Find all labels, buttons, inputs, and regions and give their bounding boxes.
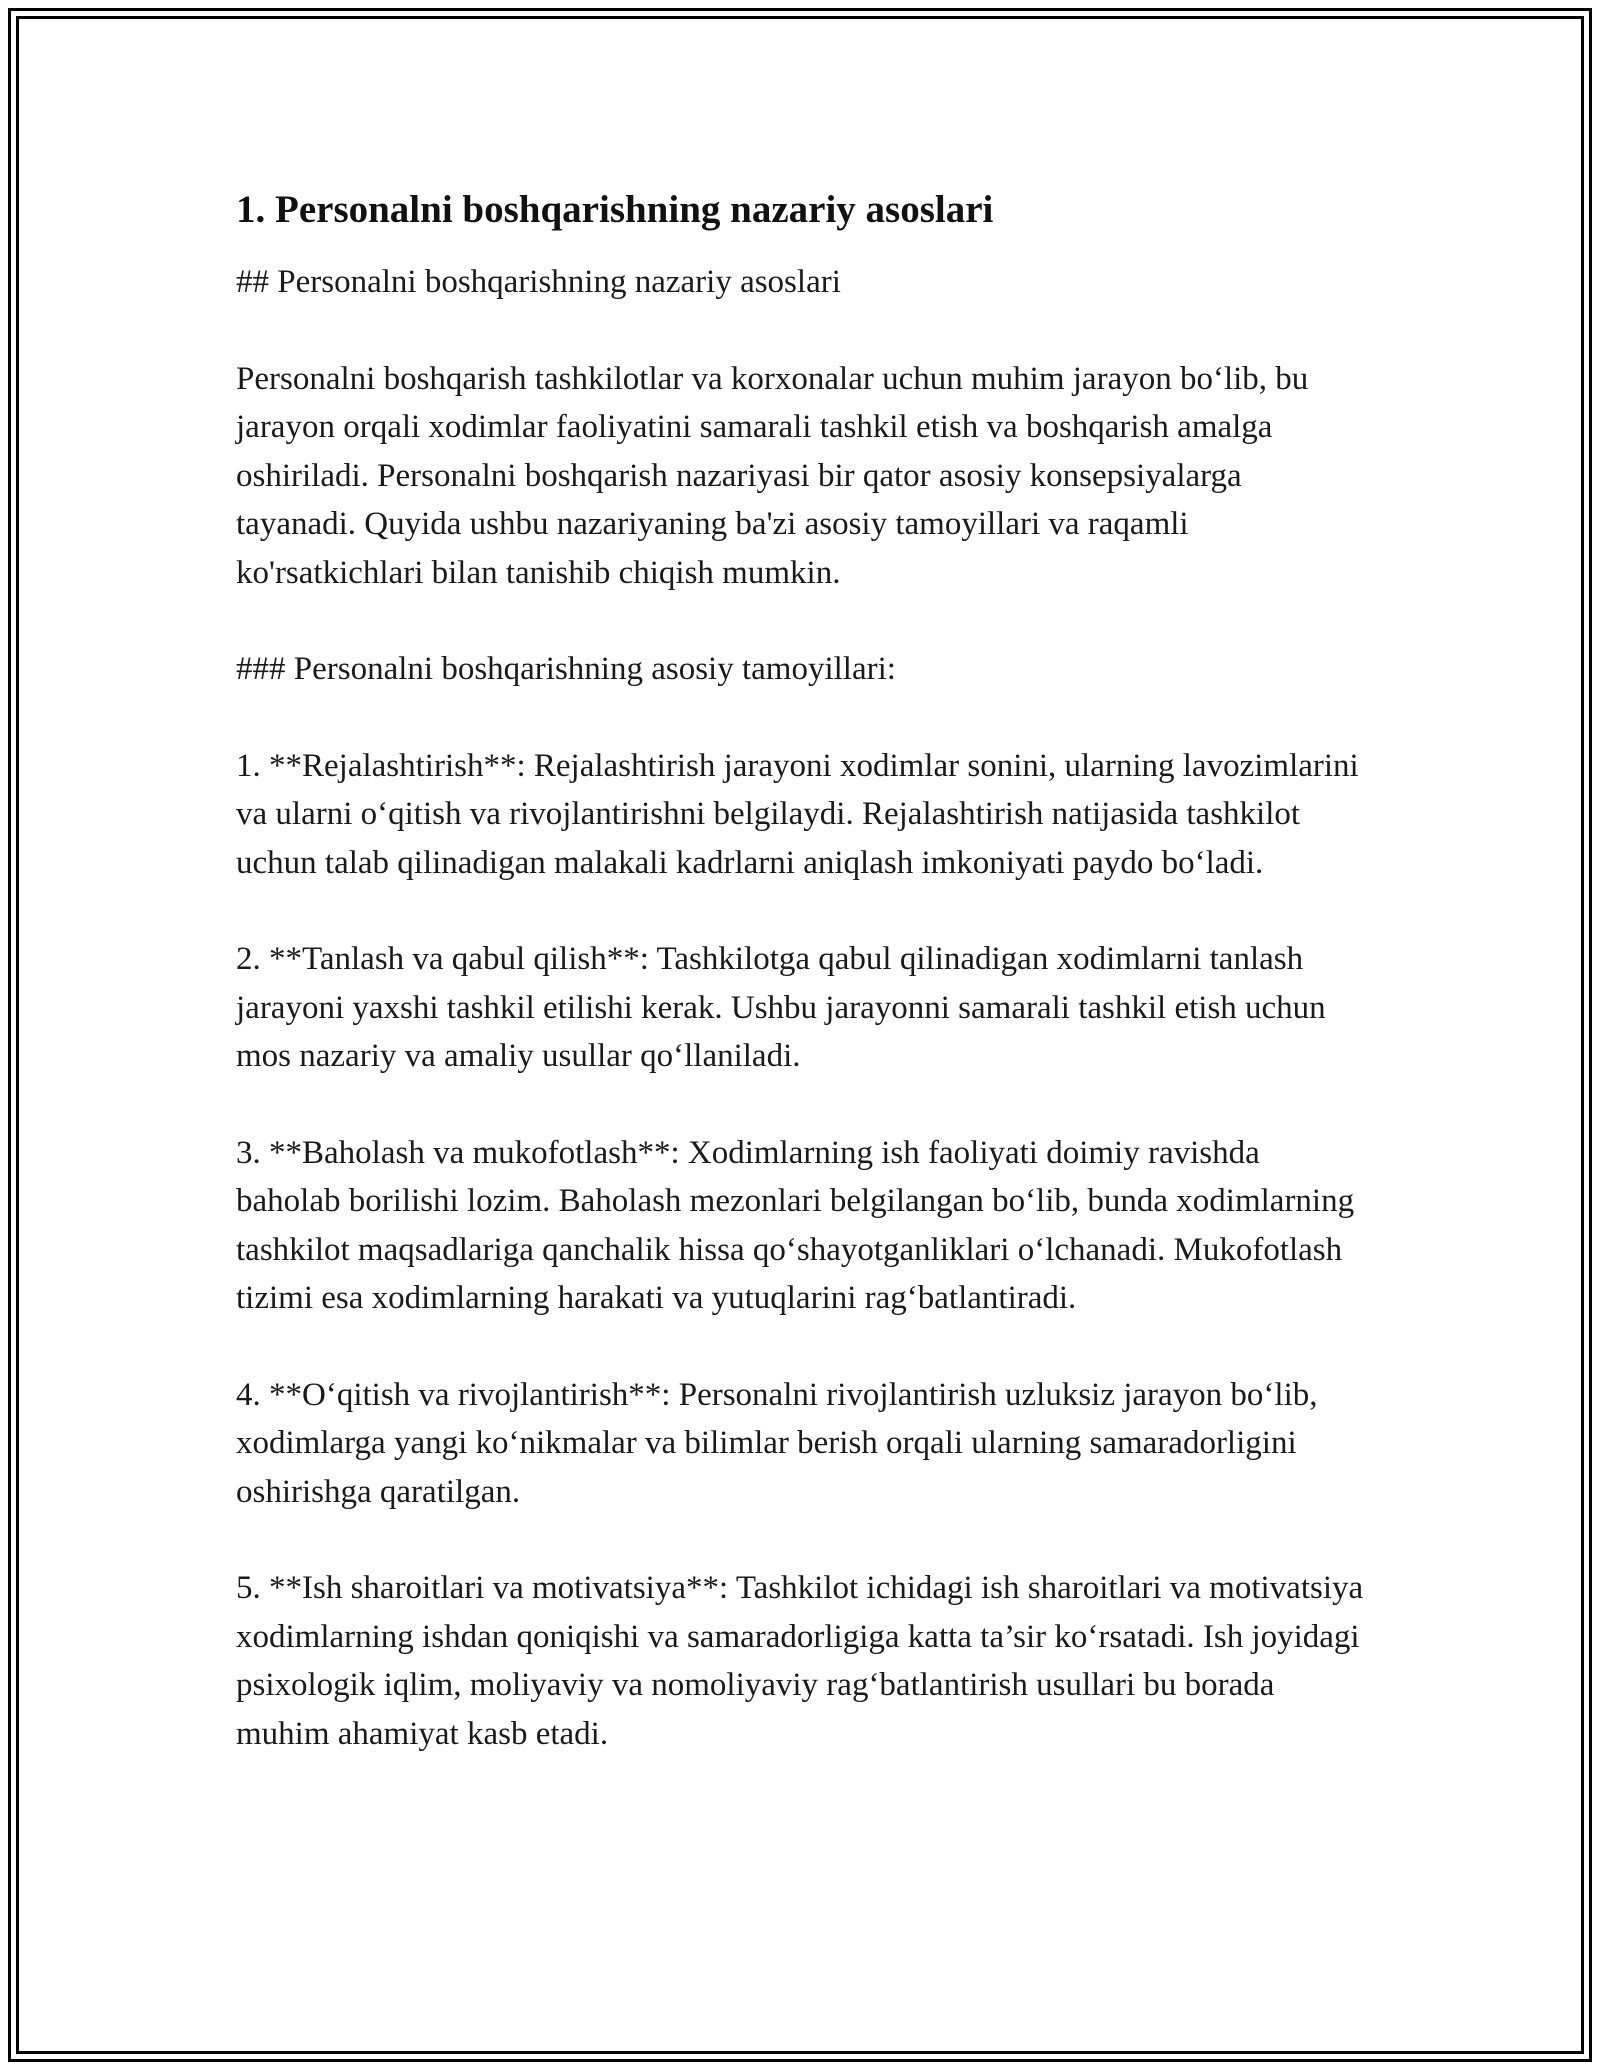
list-item-evaluation: 3. **Baholash va mukofotlash**: Xodimlarning ish faoliyati doimiy ravishda baholab borilishi lozim. Baholash mezonlari belgilangan bo‘lib, bunda xodimlarning tashkilot maqsadlariga qanchalik hissa qo‘shayotganliklari o‘lchanadi. Mukofotlash tizimi esa xodimlarning harakati va yutuqlarini rag‘batlantiradi. — [236, 1134, 1355, 1316]
list-item-motivation: 5. **Ish sharoitlari va motivatsiya**: Tashkilot ichidagi ish sharoitlari va motivatsiya xodimlarning ishdan qoniqishi va samaradorligiga katta ta’sir ko‘rsatadi. Ish joyidagi psixologik iqlim, moliyaviy va nomoliyaviy rag‘batlantirish usullari bu borada muhim ahamiyat kasb etadi. — [236, 1570, 1364, 1752]
list-item-selection: 2. **Tanlash va qabul qilish**: Tashkilotga qabul qilinadigan xodimlarni tanlash jarayoni yaxshi tashkil etilishi kerak. Ushbu jarayonni samarali tashkil etish uchun mos nazariy va amaliy usullar qo‘llaniladi. — [236, 941, 1326, 1074]
document-title: 1. Personalni boshqarishning nazariy asoslari — [236, 188, 994, 231]
document-body — [236, 186, 1366, 1806]
list-item-training: 4. **O‘qitish va rivojlantirish**: Personalni rivojlantirish uzluksiz jarayon bo‘lib, xodimlarga yangi ko‘nikmalar va bilimlar berish orqali ularning samaradorligini oshirishga qaratilgan. — [236, 1376, 1318, 1510]
list-item-planning: 1. **Rejalashtirish**: Rejalashtirish jarayoni xodimlar sonini, ularning lavozimlarini va ularni o‘qitish va rivojlantirishni belgilaydi. Rejalashtirish natijasida tashkilot uchun talab qilinadigan malakali kadrlarni aniqlash imkoniyati paydo bo‘ladi. — [236, 747, 1359, 881]
subheading: ## Personalni boshqarishning nazariy asoslari — [236, 264, 841, 300]
intro-paragraph: Personalni boshqarish tashkilotlar va korxonalar uchun muhim jarayon bo‘lib, bu jarayon orqali xodimlar faoliyatini samarali tashkil etish va boshqarish amalga oshiriladi. Personalni boshqarish nazariyasi bir qator asosiy konsepsiyalarga tayanadi. Quyida ushbu nazariyaning ba'zi asosiy tamoyillari va raqamli ko'rsatkichlari bilan tanishib chiqish mumkin. — [236, 360, 1309, 591]
section-heading: ### Personalni boshqarishning asosiy tamoyillari: — [236, 651, 896, 687]
